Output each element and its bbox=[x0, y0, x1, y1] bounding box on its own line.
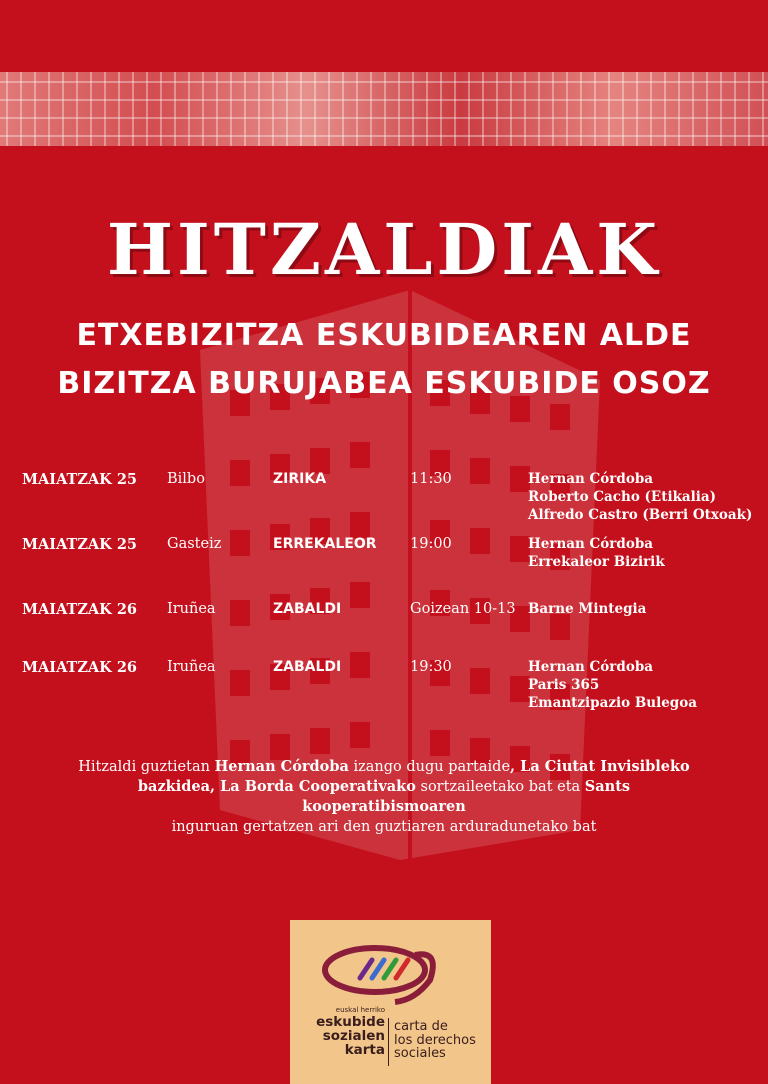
event-speakers bbox=[528, 600, 646, 618]
event-speakers bbox=[528, 535, 665, 571]
speaker-name: Roberto Cacho (Etikalia) bbox=[528, 489, 717, 505]
logo-text-line: eskubide bbox=[316, 1014, 385, 1030]
event-city: Iruñea bbox=[167, 601, 216, 617]
event-venue: ZABALDI bbox=[273, 659, 342, 675]
event-date: MAIATZAK 26 bbox=[22, 601, 137, 618]
event-date: MAIATZAK 25 bbox=[22, 536, 137, 553]
paragraph-bold: Hernan Córdoba bbox=[214, 758, 349, 775]
speaker-name: Barne Mintegia bbox=[528, 601, 647, 617]
subtitle-housing-right: ETXEBIZITZA ESKUBIDEAREN ALDE bbox=[76, 318, 692, 353]
paragraph-text: izango dugu partaide bbox=[348, 759, 511, 775]
logo-text-line: karta bbox=[344, 1042, 385, 1058]
logo-text-line: sozialen bbox=[322, 1028, 385, 1044]
building-facade-banner bbox=[0, 72, 768, 146]
event-speakers bbox=[528, 658, 697, 712]
speaker-name: Hernan Córdoba bbox=[528, 536, 654, 552]
event-city: Bilbo bbox=[167, 471, 205, 487]
speaker-name: Paris 365 bbox=[528, 677, 600, 693]
event-time: 11:30 bbox=[410, 471, 452, 487]
logo-basque-text bbox=[316, 1006, 385, 1057]
speaker-name: Hernan Córdoba bbox=[528, 471, 654, 487]
event-speakers bbox=[528, 470, 752, 524]
event-row bbox=[0, 658, 768, 738]
event-time: 19:30 bbox=[410, 659, 452, 675]
paragraph-bold: , La Ciutat Invisibleko bazkidea, La Borda Cooperativako bbox=[137, 758, 690, 795]
logo-text-line: sociales bbox=[394, 1046, 446, 1061]
event-city: Gasteiz bbox=[167, 536, 222, 552]
description-paragraph bbox=[60, 757, 708, 837]
speaker-name: Errekaleor Bizirik bbox=[528, 554, 665, 570]
logo-spanish-text bbox=[394, 1020, 476, 1061]
event-city: Iruñea bbox=[167, 659, 216, 675]
event-venue: ZABALDI bbox=[273, 601, 342, 617]
paragraph-text: sortzaileetako bat eta bbox=[415, 779, 585, 795]
logo-small-text: euskal herriko bbox=[335, 1006, 385, 1014]
event-venue: ERREKALEOR bbox=[273, 536, 377, 552]
event-time: Goizean 10-13 bbox=[410, 601, 516, 617]
event-venue: ZIRIKA bbox=[273, 471, 327, 487]
subtitle-self-managed-life: BIZITZA BURUJABEA ESKUBIDE OSOZ bbox=[57, 366, 711, 401]
organization-logo bbox=[290, 920, 491, 1084]
logo-divider bbox=[388, 1018, 389, 1066]
speaker-name: Hernan Córdoba bbox=[528, 659, 654, 675]
speaker-name: Emantzipazio Bulegoa bbox=[528, 695, 697, 711]
logo-text-line: carta de bbox=[394, 1019, 448, 1034]
logo-emblem-icon bbox=[290, 920, 491, 1006]
logo-text-line: los derechos bbox=[394, 1032, 476, 1048]
speaker-name: Alfredo Castro (Berri Otxoak) bbox=[528, 507, 753, 523]
event-date: MAIATZAK 25 bbox=[22, 471, 137, 488]
paragraph-text: inguruan gertatzen ari den guztiaren arduradunetako bat bbox=[171, 819, 597, 835]
event-time: 19:00 bbox=[410, 536, 452, 552]
page-title: HITZALDIAK bbox=[106, 208, 662, 291]
paragraph-text: Hitzaldi guztietan bbox=[78, 759, 215, 775]
paragraph-bold: Sants kooperatibismoaren bbox=[302, 778, 631, 815]
event-date: MAIATZAK 26 bbox=[22, 659, 137, 676]
